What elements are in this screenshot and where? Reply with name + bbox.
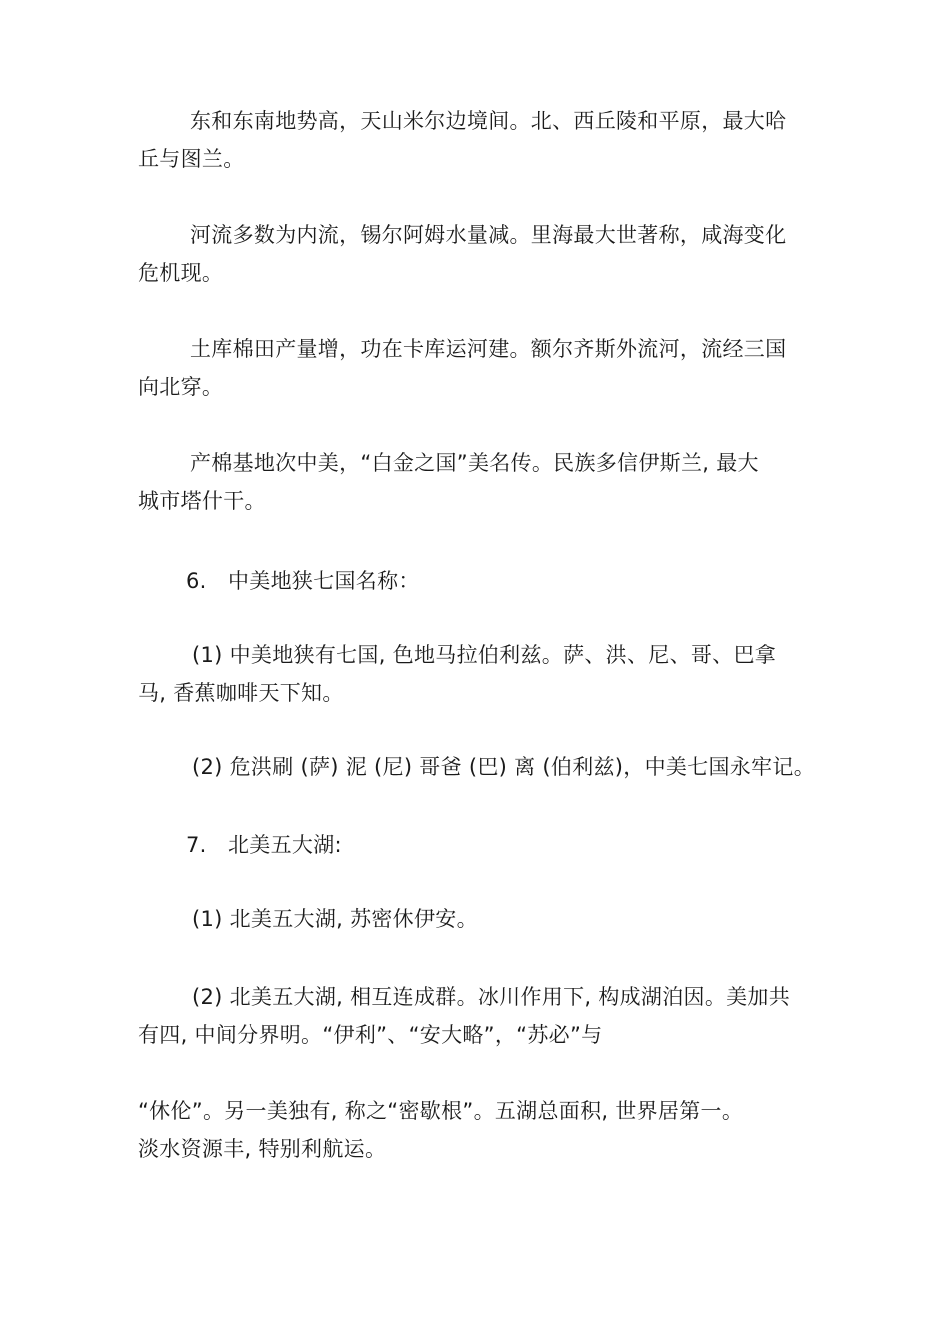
paragraph-line: 产棉基地次中美，“白金之国”美名传。民族多信伊斯兰, 最大 xyxy=(190,451,759,475)
section-title: 中美地狭七国名称： xyxy=(228,569,420,593)
paragraph-line: 危机现。 xyxy=(138,261,224,285)
section-heading-7 xyxy=(186,826,342,864)
paragraph-line: 丘与图兰。 xyxy=(138,147,245,171)
list-item-central-america-1 xyxy=(138,636,818,712)
paragraph-cotton xyxy=(138,330,818,406)
list-item-great-lakes-2-continued xyxy=(138,1092,818,1168)
section-number: 7. xyxy=(186,833,207,857)
paragraph-line: (1) 北美五大湖, 苏密休伊安。 xyxy=(192,907,478,931)
paragraph-culture xyxy=(138,444,818,520)
paragraph-line: 河流多数为内流，锡尔阿姆水量减。里海最大世著称，咸海变化 xyxy=(190,223,787,247)
section-heading-6 xyxy=(186,562,420,600)
paragraph-line: 马, 香蕉咖啡天下知。 xyxy=(138,681,344,705)
paragraph-terrain xyxy=(138,102,818,178)
list-item-great-lakes-1 xyxy=(138,900,818,938)
paragraph-line: 有四, 中间分界明。“伊利”、“安大略”，“苏必”与 xyxy=(138,1023,603,1047)
section-number: 6. xyxy=(186,569,207,593)
paragraph-line: 淡水资源丰, 特别利航运。 xyxy=(138,1137,387,1161)
paragraph-line: 土库棉田产量增，功在卡库运河建。额尔齐斯外流河，流经三国 xyxy=(190,337,787,361)
list-item-central-america-2 xyxy=(138,748,818,786)
paragraph-line: (2) 北美五大湖, 相互连成群。冰川作用下, 构成湖泊因。美加共 xyxy=(192,985,791,1009)
paragraph-line: “休伦”。另一美独有, 称之“密歇根”。五湖总面积, 世界居第一。 xyxy=(138,1099,744,1123)
section-title: 北美五大湖: xyxy=(228,833,342,857)
paragraph-line: 向北穿。 xyxy=(138,375,224,399)
list-item-great-lakes-2 xyxy=(138,978,818,1054)
paragraph-line: (2) 危洪刷 (萨) 泥 (尼) 哥爸 (巴) 离 (伯利兹)，中美七国永牢记。 xyxy=(192,755,815,779)
paragraph-rivers xyxy=(138,216,818,292)
paragraph-line: 城市塔什干。 xyxy=(138,489,266,513)
paragraph-line: 东和东南地势高，天山米尔边境间。北、西丘陵和平原，最大哈 xyxy=(190,109,787,133)
paragraph-line: (1) 中美地狭有七国, 色地马拉伯利兹。萨、洪、尼、哥、巴拿 xyxy=(192,643,777,667)
